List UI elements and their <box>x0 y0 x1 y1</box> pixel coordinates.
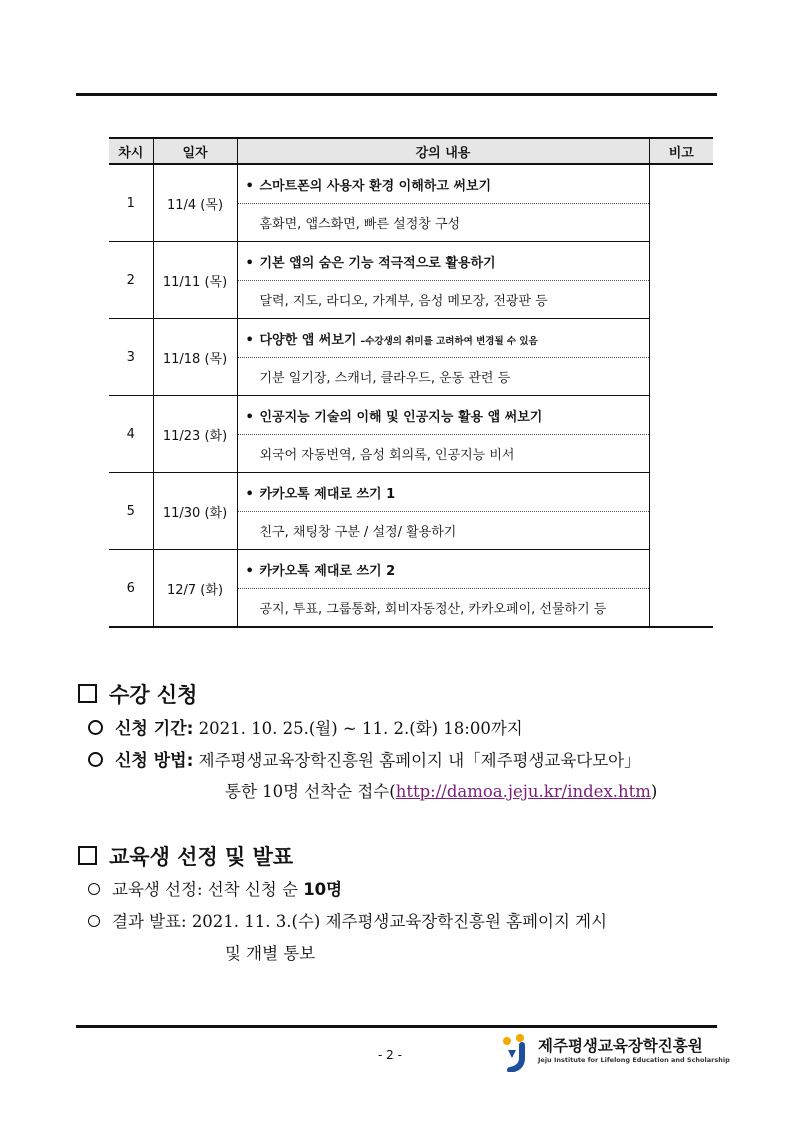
table-row <box>109 550 713 589</box>
result-value: 2021. 11. 3.(수) 제주평생교육장학진흥원 홈페이지 게시 <box>191 912 608 931</box>
session-number: 2 <box>109 242 153 319</box>
header-session: 차시 <box>109 138 153 164</box>
session-title: • 기본 앱의 숨은 기능 적극적으로 활용하기 <box>237 242 649 281</box>
top-rule <box>76 93 717 96</box>
session-date: 11/18 (목) <box>153 319 237 396</box>
selection-line <box>88 876 342 900</box>
note-cell <box>649 164 713 627</box>
org-logo <box>500 1032 730 1072</box>
result-label: 결과 발표: <box>112 912 187 931</box>
bullet-icon: • <box>245 563 254 579</box>
session-title: • 스마트폰의 사용자 환경 이해하고 써보기 <box>237 164 649 204</box>
session-date: 11/11 (목) <box>153 242 237 319</box>
apply-method-line <box>88 746 641 771</box>
apply-method-label: 신청 방법: <box>115 751 194 771</box>
session-date: 11/30 (화) <box>153 473 237 550</box>
table-row <box>109 473 713 512</box>
session-number: 3 <box>109 319 153 396</box>
apply-method-continued: 통한 10명 선착순 접수(http://damoa.jeju.kr/index.htm) <box>225 782 658 801</box>
session-description: 기분 일기장, 스캐너, 클라우드, 운동 관련 등 <box>237 358 649 396</box>
session-description: 홈화면, 앱스화면, 빠른 설정창 구성 <box>237 204 649 242</box>
table-row <box>109 319 713 358</box>
header-note: 비고 <box>649 138 713 164</box>
circle-bullet-icon <box>88 915 100 927</box>
table-row <box>109 164 713 204</box>
session-title-note: –수강생의 취미를 고려하여 변경될 수 있음 <box>360 335 538 347</box>
session-number: 5 <box>109 473 153 550</box>
apply-period-line <box>88 714 523 739</box>
header-date: 일자 <box>153 138 237 164</box>
circle-bullet-icon <box>88 883 100 895</box>
session-description: 달력, 지도, 라디오, 가계부, 음성 메모장, 전광판 등 <box>237 281 649 319</box>
table-header-row <box>109 138 713 164</box>
session-description: 외국어 자동번역, 음성 회의록, 인공지능 비서 <box>237 435 649 473</box>
bullet-icon: • <box>245 178 254 194</box>
session-title: • 카카오톡 제대로 쓰기 1 <box>237 473 649 512</box>
session-title: • 인공지능 기술의 이해 및 인공지능 활용 앱 써보기 <box>237 396 649 435</box>
session-date: 11/4 (목) <box>153 164 237 242</box>
selection-label: 교육생 선정: <box>112 880 203 899</box>
circle-bullet-icon <box>88 752 103 767</box>
session-date: 11/23 (화) <box>153 396 237 473</box>
square-icon <box>78 684 97 703</box>
session-title: • 카카오톡 제대로 쓰기 2 <box>237 550 649 589</box>
square-icon <box>78 846 97 865</box>
bottom-rule <box>76 1025 717 1028</box>
page-number: - 2 - <box>378 1048 402 1062</box>
result-line <box>88 908 607 932</box>
session-title: • 다양한 앱 써보기 –수강생의 취미를 고려하여 변경될 수 있음 <box>237 319 649 358</box>
org-logo-mark-icon <box>500 1032 536 1072</box>
bullet-icon: • <box>245 332 254 348</box>
schedule-table <box>109 137 713 628</box>
header-content: 강의 내용 <box>237 138 649 164</box>
apply-period-label: 신청 기간: <box>115 719 194 739</box>
bullet-icon: • <box>245 409 254 425</box>
apply-method-value: 제주평생교육장학진흥원 홈페이지 내「제주평생교육다모아」 <box>198 751 641 770</box>
session-number: 1 <box>109 164 153 242</box>
session-date: 12/7 (화) <box>153 550 237 628</box>
session-description: 친구, 채팅창 구분 / 설정/ 활용하기 <box>237 512 649 550</box>
org-name: 제주평생교육장학진흥원 <box>538 1037 703 1055</box>
session-description: 공지, 투표, 그룹통화, 회비자동정산, 카카오페이, 선물하기 등 <box>237 589 649 628</box>
circle-bullet-icon <box>88 720 103 735</box>
section-selection-title: 교육생 선정 및 발표 <box>78 841 293 871</box>
bullet-icon: • <box>245 255 254 271</box>
session-number: 4 <box>109 396 153 473</box>
selection-count: 10명 <box>303 880 343 899</box>
result-continued: 및 개별 통보 <box>225 944 316 963</box>
org-subtitle: Jeju Institute for Lifelong Education and Scholarship <box>538 1056 730 1064</box>
bullet-icon: • <box>245 486 254 502</box>
selection-value: 선착 신청 순 <box>207 880 298 899</box>
session-number: 6 <box>109 550 153 628</box>
table-row <box>109 242 713 281</box>
apply-period-value: 2021. 10. 25.(월) ~ 11. 2.(화) 18:00까지 <box>198 719 523 738</box>
section-apply-title: 수강 신청 <box>78 679 197 709</box>
table-row <box>109 396 713 435</box>
damoa-link[interactable]: http://damoa.jeju.kr/index.htm <box>395 782 651 801</box>
